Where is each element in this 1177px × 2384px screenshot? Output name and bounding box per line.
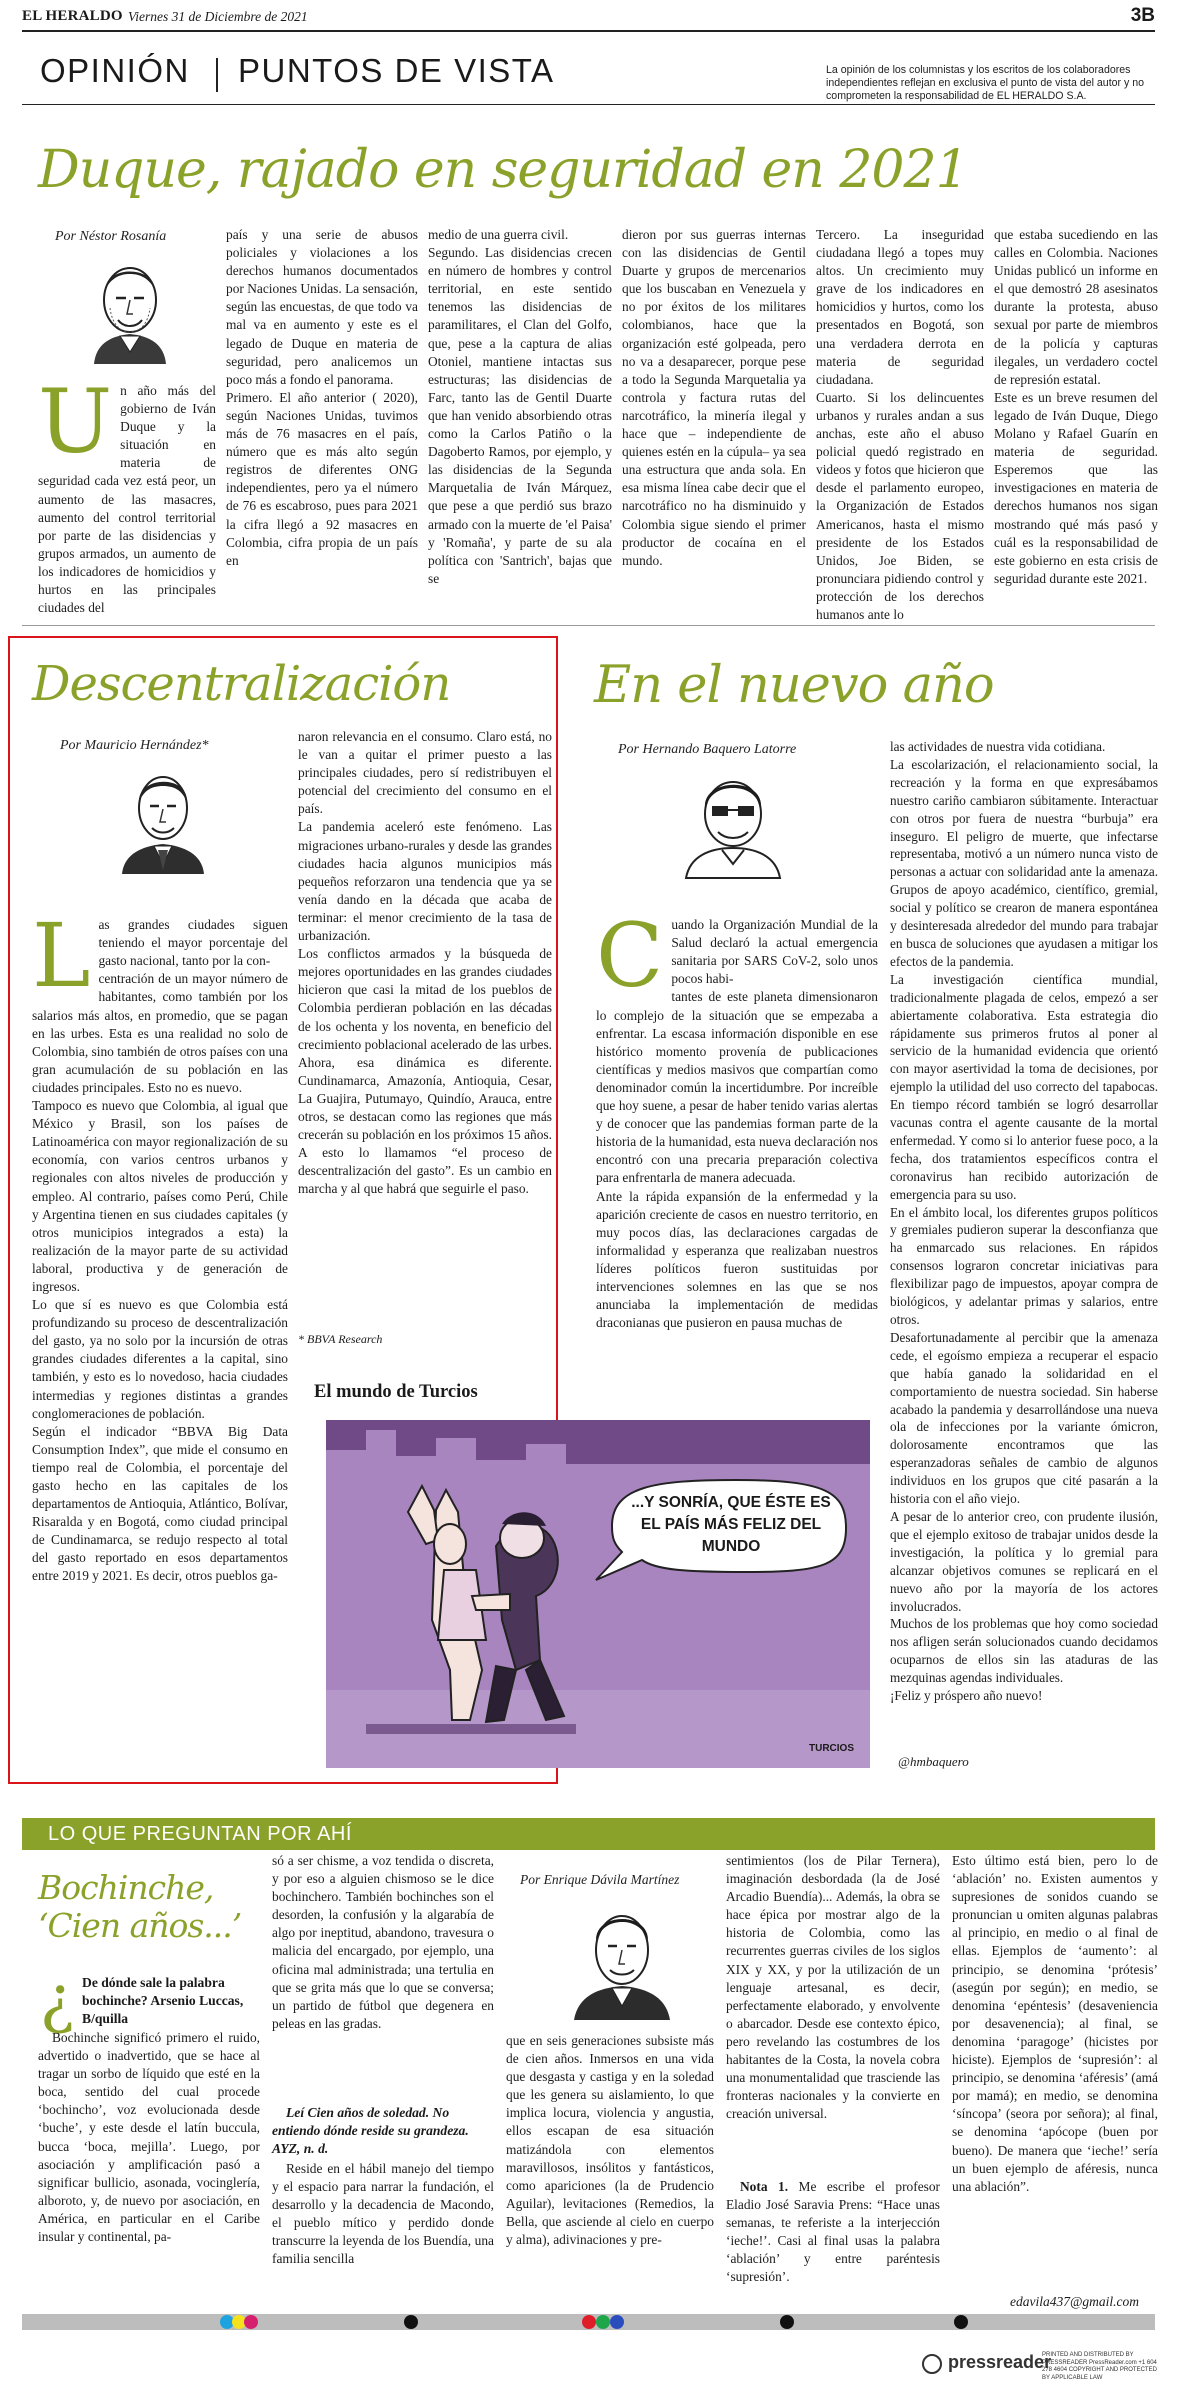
article1-byline: Por Néstor Rosanía bbox=[55, 229, 167, 244]
article3-handle: @hmbaquero bbox=[898, 1754, 969, 1769]
cartoon-illustration bbox=[326, 1420, 870, 1768]
article1-author-portrait bbox=[80, 252, 180, 364]
article2-dropcap: L bbox=[32, 904, 91, 1008]
pressreader-brand: pressreader bbox=[948, 2352, 1052, 2372]
article3-column-1 bbox=[596, 898, 878, 1406]
cartoon-signature: TURCIOS bbox=[809, 1743, 854, 1754]
article2-footnote: * BBVA Research bbox=[298, 1332, 383, 1346]
article4-email: edavila437@gmail.com bbox=[1010, 2294, 1140, 2309]
registration-dot-magenta bbox=[244, 2315, 258, 2329]
article4-nota-label: Nota 1. bbox=[740, 2179, 789, 2194]
registration-dot-black-3 bbox=[954, 2315, 968, 2329]
registration-dot-green bbox=[596, 2315, 610, 2329]
cartoon-title: El mundo de Turcios bbox=[314, 1382, 478, 1402]
article1-column-5: Tercero. La inseguridad ciudadana llegó a topes muy altos. Un crecimiento muy grave de los indicadores en homicidios y hurtos, como los presentados en Bogotá, son una verdadera derrota en materia de seguridad ciudadana. Cuarto. Si los delincuentes urbanos y rurales andan a sus anchas, este año el abuso policial quedó registrado en videos y fotos que hicieron que desde el parlamento europeo, la Organización de Estados Americanos, hasta el mismo presidente de los Estados Unidos, Joe Biden, se pronunciara pidiendo control y protección de los derechos humanos ante lo bbox=[816, 227, 984, 622]
article4-question-2: Leí Cien años de soledad. No entiendo dónde reside su grandeza. AYZ, n. d. bbox=[272, 2105, 469, 2156]
article4-column-1: Bochinche significó primero el ruido, advertido o inadvertido, que se hace al tragar un sorbo de líquido que esté en la boca, sentido del cual procede ‘bochincho’, voz evolucionada desde ‘buche’, y este desde el latín buccula, bucca ‘boca, mejilla’. Luego, por asociación y amplificación pasó a significar bullicio, asonada, vocinglería, alboroto, y, de nuevo por asociación, en América, en particular en el Caribe insular y continental, pa- bbox=[38, 2030, 260, 2245]
section2-title: LO QUE PREGUNTAN POR AHÍ bbox=[48, 1823, 352, 1845]
cartoon-speech-text: ...Y SONRÍA, QUE ÉSTE ES EL PAÍS MÁS FELIZ DEL MUNDO bbox=[631, 1494, 831, 1555]
section-title-puntos: PUNTOS DE VISTA bbox=[238, 52, 555, 89]
section-rule bbox=[22, 104, 1155, 105]
page-number: 3B bbox=[1130, 5, 1155, 26]
article4-column-2b: Reside en el hábil manejo del tiempo y el espacio para narrar la fundación, el desarrollo y la decadencia de Macondo, el pueblo mítico y perdido donde transcurre la leyenda de los Buendía, una familia sencilla bbox=[272, 2161, 494, 2267]
article1-column-4: dieron por sus guerras internas con las disidencias de Gentil Duarte y grupos de mercenarios que los buscaban en Venezuela y no por éxitos de los militares colombianos, hace que la organización esté golpeada, pero no va a desaparecer, porque pese a todo la Segunda Marquetalia ya controla y factura rutas del narcotráfico, la minería ilegal y hace que – independiente de quienes estén en la cúpula– ya sea una estructura que anda sola. En esa misma línea cabe decir que el narcotráfico no ha disminuido y Colombia sigue siendo el primer productor de cocaína en el mundo. bbox=[622, 227, 806, 568]
article1-col1-text: materia de seguridad cada vez está peor, un aumento de las masacres, aumento del control territorial por parte de las disidencias y grupos armados, un aumento de los indicadores de homicidios y hurtos en las principales ciudades del bbox=[38, 455, 216, 616]
article3-dropcap: C bbox=[596, 904, 664, 1008]
header-rule bbox=[22, 30, 1155, 32]
article1-column-2: país y una serie de abusos policiales y violaciones a los derechos humanos documentados por Naciones Unidas. La sensación, según las encuestas, de que todo va mal va en aumento y este es el legado de Duque en materia de seguridad, pero analicemos un poco más a fondo el panorama. Primero. El año anterior ( 2020), según Naciones Unidas, tuvimos más de 76 masacres en el país, número que es más alto según registros de diferentes ONG independientes, pero ya el número de 76 es escabroso, pues para 2021 la cifra llegó a 92 masacres en Colombia, cifra propia de un país en bbox=[226, 227, 418, 568]
article2-column-2: naron relevancia en el consumo. Claro está, no le van a quitar el primer puesto a las principales ciudades, pero sí redistribuyen el potencial del crecimiento del consumo en el país. La pandemia aceleró este fenómeno. Las migraciones urbano-rurales y desde las grandes ciudades hacia algunos municipios más pequeños reforzaron una tendencia que ya se venía dando en la década que acaba de terminar: el menor crecimiento de la tasa de urbanización. Los conflictos armados y la búsqueda de mejores oportunidades en las grandes ciudades hicieron que casi la mitad de los pueblos de Colombia perdieran población en las décadas de los ochenta y los noventa, en beneficio del crecimiento poblacional acelerado de las urbes. Ahora, esa dinámica es diferente. Cundinamarca, Amazonía, Antioquia, Cesar, La Guajira, Putumayo, Quindío, Arauca, entre otros, se destacan como las regiones que más crecerán su población en los próximos 15 años. A esto lo llamamos “el proceso de descentralización del gasto”. Es un cambio en marcha y al que habrá que seguirle el paso. bbox=[298, 729, 552, 1197]
registration-dot-black-2 bbox=[780, 2315, 794, 2329]
article1-column-1 bbox=[38, 370, 216, 616]
paper-name: EL HERALDO bbox=[22, 8, 123, 24]
article3-byline: Por Hernando Baquero Latorre bbox=[618, 742, 797, 757]
article4-nota bbox=[726, 2178, 940, 2318]
article3-headline: En el nuevo año bbox=[594, 656, 994, 715]
article4-question-mark: ¿ bbox=[40, 1963, 75, 2037]
article4-byline: Por Enrique Dávila Martínez bbox=[520, 1872, 680, 1887]
article2-author-portrait bbox=[112, 762, 214, 874]
article2-headline: Descentralización bbox=[32, 656, 451, 712]
article2-lead: as grandes ciudades siguen teniendo el mayor porcentaje del gasto nacional, tanto por la con- bbox=[98, 917, 288, 969]
issue-date: Viernes 31 de Diciembre de 2021 bbox=[128, 9, 308, 24]
article4-headline-2: ‘Cien años...’ bbox=[38, 1906, 242, 1945]
article4-column-3: que en seis generaciones subsiste más de cien años. Inmersos en una vida que desgasta y castiga y en la soledad que les genera su aislamiento, lo que implica locura, violencia y angustia, ellos escapan de esa situación matizándola con elementos maravillosos, insólitos y fantásticos, como apariciones (la de Prudencio Aguilar), levitaciones (Remedios, la Bella, que asciende al cielo en cuerpo y alma), adivinaciones y pre- bbox=[506, 2033, 714, 2248]
pressreader-logo-icon bbox=[922, 2354, 942, 2374]
article2-col1-text: centración de un mayor número de habitantes, como también por los salarios más altos, en promedio, que se pagan en las urbes. Esta es una realidad no solo de Colombia, sino también de otros países con una gran acumulación de su población en las ciudades principales. Esto no es nuevo. Tampoco es nuevo que Colombia, al igual que México y Brasil, son los países de Latinoamérica con mayor regionalización de su economía, con varios centros urbanos y regionales con altos niveles de producción y empleo. Al contrario, países como Perú, Chile y Argentina tienen en sus ciudades capitales (y otros municipios integrados a esta) la realización de la mayor parte de su actividad laboral, productiva y de generación de ingresos. Lo que sí es nuevo es que Colombia está profundizando su proceso de descentralización del gasto, ya no solo por la incursión de otras grandes ciudades diferentes a la capital, sino también, y esto es lo novedoso, hacia ciudades intermedias y regiones distintas a grandes conglomeraciones de población. Según el indicador “BBVA Big Data Consumption Index”, que mide el consumo en tiempo real de Colombia, el porcentaje del gasto hecho en las capitales de los departamentos de Antioquia, Atlántico, Bolívar, Risaralda y en Bogotá, como ciudad principal de Cundinamarca, se redujo respecto al total del gasto reportado en esos departamentos entre 2019 y 2021. Es decir, otros pueblos ga- bbox=[32, 971, 288, 1584]
section-title-divider bbox=[216, 58, 218, 92]
registration-dot-blue bbox=[610, 2315, 624, 2329]
article2-byline: Por Mauricio Hernández* bbox=[60, 738, 209, 753]
article3-column-2: las actividades de nuestra vida cotidiana. La escolarización, el relacionamiento social, la recreación y la forma en que expresábamos nuestro cariño cambiaron súbitamente. Interactuar con otros por fuera de nuestra “burbuja” era inseguro. El peligro de muerte, que infectarse representaba, motivó a un número nunca visto de personas a actuar con solidaridad ante la amenaza. Grupos de apoyo académico, científico, gremial, social y político se crearon de manera espontánea y desinteresada alrededor del mundo para trabajar en busca de soluciones que ayudasen a mitigar los efectos de la pandemia. La investigación científica mundial, tradicionalmente plagada de celos, empezó a ser abiertamente colaborativa. Esta estrategia dio rápidamente sus primeros frutos al poner al servicio de la humanidad evidencia que orientó con mayor asertividad la toma de decisiones, por ejemplo la utilidad del uso correcto del tapabocas. En tiempo récord también se logró desarrollar vacunas contra el agente causante de la mortal enfermedad. Y como si lo anterior fuese poco, a la fecha, dos tratamientos específicos contra el coronavirus han recibido autorización de emergencia para su uso. En el ámbito local, los diferentes grupos políticos y gremiales pudieron superar la desconfianza que ha enmarcado sus relaciones. En rápidos consensos lograron concretar iniciativas para flexibilizar pago de impuestos, apoyar compra de biológicos, y adelantar primas y salarios, entre otros. Desafortunadamente al percibir que la amenaza cede, el egoísmo empieza a recuperar el espacio que había ganado la solidaridad en el comportamiento de nuestra sociedad. Sin haberse acabado la pandemia y desarrollándose una nueva ola de infecciones por la variante ómicron, dolorosamente encontramos que las esperanzadoras señales de cambio de algunos individuos en los grupos que cité pasarán a la historia con el año viejo. A pesar de lo anterior creo, con prudente ilusión, que el ejemplo exitoso de trabajar unidos desde la investigación, la política y lo gremial para alcanzar objetivos comunes se replicará en el nuevo año por la mayoría de los actores involucrados. Muchos de los problemas que hoy como sociedad nos afligen serán solucionados cuando decidamos ocuparnos de ellos sin las ataduras de las mezquinas agendas individuales. ¡Feliz y próspero año nuevo! bbox=[890, 739, 1158, 1704]
article1-column-3: medio de una guerra civil. Segundo. Las disidencias crecen en número de hombres y control territorial, en este sentido tenemos las disidencias de paramilitares, el Clan del Golfo, que, pese a la captura de alias Otoniel, mantiene intactas sus estructuras; las disidencias de Farc, tanto las de Gentil Duarte que han venido absorbiendo otras como la Carlos Patiño o la Dagoberto Ramos, por ejemplo, y las disidencias de la Segunda Marquetalia de Iván Márquez, que pese a que perdió sus brazo armado con la muerte de 'el Paisa' y 'Romaña', y parte de su ala política con 'Santrich', bajas que se bbox=[428, 227, 612, 586]
article1-bottom-rule bbox=[22, 625, 1155, 626]
article4-headline-1: Bochinche, bbox=[38, 1868, 214, 1907]
article1-lead: n año más del gobierno de Iván Duque y la situación en bbox=[120, 383, 216, 453]
registration-dot-black-1 bbox=[404, 2315, 418, 2329]
article4-column-2a: só a ser chisme, a voz tendida o discreta, y por eso a alguien chismoso se le dice bochinchero. También bochinches son el desorden, la confusión y la algarabía de algo por ineptitud, abandono, travesura o malicia del encargado, por ejemplo, una oficina mal administrada; una tertulia en que se grita más que lo que se conversa; un partido de fútbol que degenera en peleas en las gradas. bbox=[272, 1853, 494, 2031]
article3-author-portrait bbox=[678, 768, 788, 878]
article4-column-4: sentimientos (los de Pilar Ternera), imaginación desbordada (la de José Arcadio Buendía)... Además, la obra se hace épica por mostrar algo de la historia de Colombia, como las recurrentes guerras civiles de los siglos XIX y XX, y por la utilización de un lenguaje artesanal, es decir, perfectamente elaborado, y envolvente o abarcador. Desde ese contexto épico, pero revelando las costumbres de los habitantes de la Costa, la novela cobra una monumentalidad que trasciende las fronteras nacionales y la convierte en creación universal. bbox=[726, 1853, 940, 2122]
article4-column-5: Esto último está bien, pero lo de ‘ablación’ no. Existen aumentos y supresiones de sonidos cuando se pronuncian u omiten algunas palabras al principio, en medio o al final de ellas. Ejemplos de ‘aumento’: al principio, se denomina ‘prótesis’ (asegún por según); en medio, se denomina ‘epéntesis’ (desaveniencia por desavenencia); al final, se denomina ‘paragoge’ (hicistes por hiciste). Ejemplos de ‘supresión’: al principio, se denomina ‘aféresis’ (amá por mamá); en medio, se denomina ‘síncopa’ (seora por señora); al final, se denomina ‘apócope (buen por bueno). De manera que ‘ieche!’ sería un buen ejemplo de aféresis, nunca una ablación”. bbox=[952, 1853, 1158, 2194]
article3-lead: uando la Organización Mundial de la Salud declaró la actual emergencia sanitaria por SARS CoV-2, solo unos pocos habi- bbox=[671, 917, 878, 987]
article4-question: De dónde sale la palabra bochinche? Arsenio Luccas, B/quilla bbox=[82, 1975, 244, 2026]
article1-headline: Duque, rajado en seguridad en 2021 bbox=[38, 140, 968, 200]
registration-dot-red bbox=[582, 2315, 596, 2329]
article3-col1-text: tantes de este planeta dimensionaron lo complejo de la situación que se empezaba a enfrentar. La escasa información disponible en ese histórico momento provenía de publicaciones científicas y medios masivos que compartían como denominador común la incertidumbre. Por increíble que hoy suene, a pesar de haber tenido varias alertas y de conocer que las pandemias forman parte de la historia de la humanidad, esta nueva declaración nos encontró con una precaria preparación colectiva para enfrentarla de manera adecuada. Ante la rápida expansión de la enfermedad y la aparición creciente de casos en nuestro territorio, en muy pocos días, las declaraciones cargadas de informalidad y esperanza que realizaban nuestros líderes políticos fueron sustituidas por intervenciones solemnes en las que se nos anunciaba la implementación de medidas draconianas que pusieron en pausa muchas de bbox=[596, 989, 878, 1331]
article1-dropcap: U bbox=[38, 370, 113, 473]
section-title-opinion: OPINIÓN bbox=[40, 52, 190, 89]
article2-column-1 bbox=[32, 898, 288, 1778]
editorial-disclaimer: La opinión de los columnistas y los escritos de los colaboradores independientes reflejan en exclusiva el punto de vista del autor y no comprometen la responsabilidad de EL HERALDO S.A. bbox=[826, 64, 1145, 103]
article1-column-6: que estaba sucediendo en las calles en Colombia. Naciones Unidas publicó un informe en el que demostró 28 asesinatos durante la protesta, abuso sexual por parte de miembros de la policía y capturas ilegales, un verdadero coctel de represión estatal. Este es un breve resumen del legado de Iván Duque, Diego Molano y Rafael Guarín en materia de seguridad. Esperemos que las investigaciones en materia de derechos humanos nos sigan mostrando qué más pasó y cuál es la responsabilidad de este gobierno en esta crisis de seguridad durante este 2021. bbox=[994, 227, 1158, 586]
article4-nota-text: Me escribe el profesor Eladio José Saravia Prens: “Hace unas semanas, te referiste a la interjección ‘ieche!’. Casi al final usas la palabra ‘ablación’ y entre paréntesis ‘supresión’. bbox=[726, 2179, 940, 2285]
pressreader-fine-print: PRINTED AND DISTRIBUTED BY PRESSREADER PressReader.com +1 604 278 4604 COPYRIGHT AND PROTECTED BY APPLICABLE LAW bbox=[1042, 2352, 1157, 2381]
cartoon-image bbox=[326, 1420, 870, 1768]
article4-author-portrait bbox=[566, 1898, 678, 2020]
